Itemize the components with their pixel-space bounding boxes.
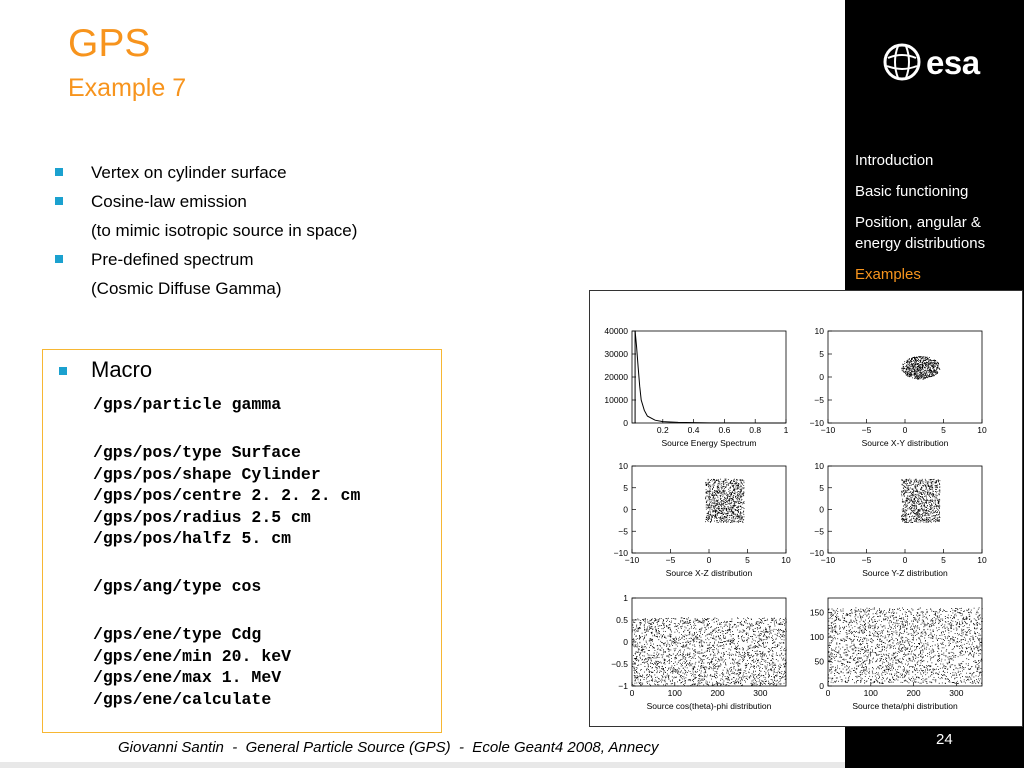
bullet-list bbox=[55, 160, 575, 305]
macro-code-block: /gps/particle gamma bbox=[93, 395, 282, 414]
page-number: 24 bbox=[936, 731, 953, 748]
nav-item-basic-functioning[interactable]: Basic functioning bbox=[855, 183, 969, 200]
y-tick-label: 150 bbox=[809, 607, 824, 618]
y-tick-label: −1 bbox=[618, 681, 628, 691]
bullet-text: (Cosmic Diffuse Gamma) bbox=[91, 279, 282, 298]
esa-globe-icon bbox=[882, 42, 922, 82]
x-tick-label: 0.2 bbox=[656, 425, 669, 435]
bullet-text: (to mimic isotropic source in space) bbox=[91, 221, 358, 240]
bullet-text: Cosine-law emission bbox=[91, 192, 247, 211]
y-tick-label: 5 bbox=[623, 482, 628, 493]
y-tick-label: 0 bbox=[623, 418, 628, 428]
plot-panel bbox=[810, 326, 987, 448]
y-tick-label: 0 bbox=[819, 681, 824, 691]
macro-heading-text: Macro bbox=[91, 357, 153, 382]
x-tick-label: 5 bbox=[745, 555, 750, 565]
plots-svg bbox=[590, 291, 1022, 726]
plot-panel bbox=[614, 461, 791, 578]
y-tick-label: 0 bbox=[623, 637, 628, 647]
footer-text: Giovanni Santin - General Particle Source (GPS) - Ecole Geant4 2008, Annecy bbox=[118, 739, 659, 756]
nav-item-introduction[interactable]: Introduction bbox=[855, 152, 934, 169]
x-tick-label: 5 bbox=[941, 425, 946, 435]
slide-subtitle: Example 7 bbox=[68, 74, 187, 102]
slide-title: GPS bbox=[68, 22, 151, 65]
x-tick-label: 0 bbox=[902, 555, 908, 565]
x-tick-label: −10 bbox=[820, 425, 836, 435]
macro-code-block: /gps/ene/type Cdg /gps/ene/min 20. keV /gps/ene/max 1. MeV /gps/ene/calculate bbox=[93, 625, 292, 709]
bullet-item bbox=[55, 189, 575, 218]
plot-frame bbox=[632, 331, 786, 423]
y-tick-label: 10 bbox=[814, 326, 824, 336]
plot-panel bbox=[810, 598, 983, 711]
x-tick-label: 5 bbox=[941, 555, 946, 565]
y-tick-label: 30000 bbox=[604, 349, 628, 359]
x-tick-label: 0.8 bbox=[749, 425, 762, 435]
esa-logo bbox=[882, 42, 1002, 86]
y-tick-label: 5 bbox=[819, 482, 824, 493]
x-tick-label: −5 bbox=[861, 555, 872, 565]
x-tick-label: −10 bbox=[624, 555, 640, 565]
y-tick-label: −5 bbox=[814, 395, 824, 405]
x-tick-label: 0.6 bbox=[718, 425, 731, 435]
bullet-square-icon bbox=[55, 168, 63, 176]
y-tick-label: 0 bbox=[819, 372, 824, 382]
x-tick-label: 300 bbox=[949, 688, 964, 698]
nav-item-examples[interactable]: Examples bbox=[855, 266, 921, 283]
macro-code-block: /gps/ang/type cos bbox=[93, 577, 262, 596]
bullet-text: Pre-defined spectrum bbox=[91, 250, 254, 269]
plot-title: Source X-Y distribution bbox=[861, 438, 949, 448]
macro-code-block: /gps/pos/type Surface /gps/pos/shape Cylinder /gps/pos/centre 2. 2. 2. cm /gps/pos/radius 2.5 cm /gps/pos/halfz 5. cm bbox=[93, 443, 361, 549]
macro-box bbox=[42, 349, 442, 733]
bullet-square-icon bbox=[55, 255, 63, 263]
y-tick-label: −5 bbox=[618, 526, 628, 537]
plot-title: Source theta/phi distribution bbox=[852, 701, 958, 711]
y-tick-label: 10 bbox=[618, 461, 628, 471]
y-tick-label: 40000 bbox=[604, 326, 628, 336]
bullet-item bbox=[55, 160, 575, 189]
plot-title: Source X-Z distribution bbox=[665, 568, 753, 578]
x-tick-label: 0 bbox=[902, 425, 908, 435]
bullet-square-icon bbox=[55, 197, 63, 205]
sidebar-nav bbox=[855, 150, 1020, 295]
bullet-continuation bbox=[55, 276, 575, 305]
y-tick-label: 5 bbox=[819, 349, 824, 359]
y-tick-label: 50 bbox=[814, 656, 824, 667]
y-tick-label: 10000 bbox=[604, 395, 628, 405]
plot-frame bbox=[828, 331, 982, 423]
x-tick-label: 10 bbox=[977, 555, 987, 565]
y-tick-label: −10 bbox=[809, 418, 824, 428]
plot-panel bbox=[810, 461, 987, 578]
x-tick-label: −5 bbox=[861, 425, 872, 435]
y-tick-label: 0 bbox=[819, 504, 824, 515]
y-tick-label: 20000 bbox=[604, 372, 628, 382]
x-tick-label: 0 bbox=[629, 688, 635, 698]
x-tick-label: 200 bbox=[906, 688, 921, 698]
esa-logo-text: esa bbox=[926, 44, 980, 81]
x-tick-label: −10 bbox=[820, 555, 836, 565]
plot-panel bbox=[611, 593, 786, 711]
x-tick-label: 10 bbox=[781, 555, 791, 565]
x-tick-label: 100 bbox=[667, 688, 682, 698]
x-tick-label: 300 bbox=[753, 688, 768, 698]
plot-title: Source cos(theta)-phi distribution bbox=[646, 701, 772, 711]
y-tick-label: 0 bbox=[623, 504, 628, 515]
y-tick-label: 0.5 bbox=[616, 615, 628, 625]
y-tick-label: −5 bbox=[814, 526, 824, 537]
plot-panel bbox=[604, 326, 788, 448]
bullet-text: Vertex on cylinder surface bbox=[91, 163, 287, 182]
x-tick-label: 10 bbox=[977, 425, 987, 435]
y-tick-label: −10 bbox=[613, 548, 628, 558]
gps-distributions-figure bbox=[589, 290, 1023, 727]
nav-item-distributions[interactable]: Position, angular & energy distributions bbox=[855, 214, 986, 252]
y-tick-label: 1 bbox=[623, 593, 628, 603]
macro-heading bbox=[59, 357, 152, 383]
plot-title: Source Y-Z distribution bbox=[862, 568, 948, 578]
x-tick-label: 0 bbox=[706, 555, 712, 565]
bullet-item bbox=[55, 247, 575, 276]
x-tick-label: 100 bbox=[863, 688, 878, 698]
plot-frame bbox=[632, 466, 786, 553]
y-tick-label: −0.5 bbox=[611, 659, 628, 669]
bullet-continuation bbox=[55, 218, 575, 247]
x-tick-label: 1 bbox=[783, 425, 789, 435]
bullet-square-icon bbox=[59, 367, 67, 375]
footer-divider bbox=[0, 762, 845, 768]
x-tick-label: 0.4 bbox=[687, 425, 700, 435]
y-tick-label: 100 bbox=[809, 632, 824, 643]
y-tick-label: −10 bbox=[809, 548, 824, 558]
plot-title: Source Energy Spectrum bbox=[661, 438, 757, 448]
x-tick-label: 0 bbox=[825, 688, 831, 698]
x-tick-label: 200 bbox=[710, 688, 725, 698]
x-tick-label: −5 bbox=[665, 555, 676, 565]
y-tick-label: 10 bbox=[814, 461, 824, 471]
